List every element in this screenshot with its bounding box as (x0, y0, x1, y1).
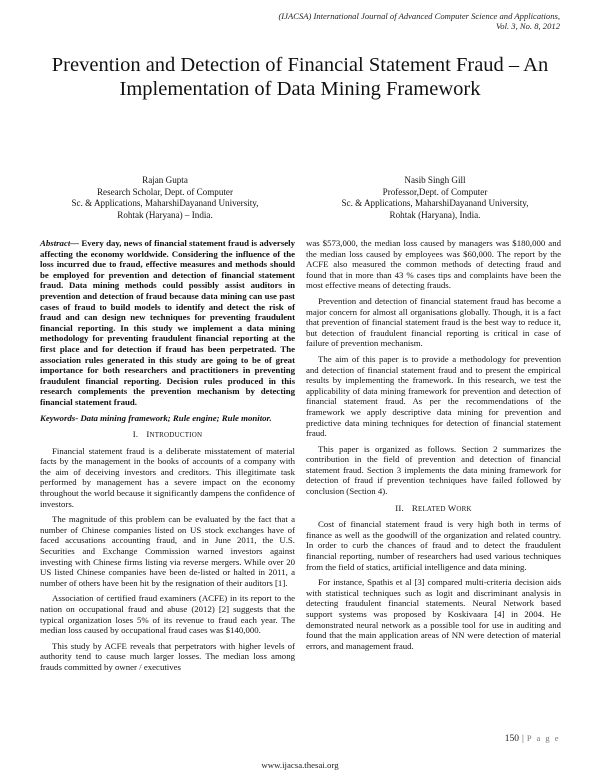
page-number (505, 733, 560, 744)
author-2 (310, 175, 560, 221)
paragraph: This study by ACFE reveals that perpetrators with higher levels of authority tend to cause much larger losses. The median loss among frauds committed by owner / executives (40, 640, 295, 672)
author-1 (40, 175, 290, 221)
section-heading-related-work: II. RELATED WORK (395, 502, 472, 513)
section-heading-introduction: I. INTRODUCTION (132, 429, 203, 440)
journal-header (160, 11, 560, 31)
author-affiliation-line: Sc. & Applications, MaharshiDayanand University, (341, 198, 529, 209)
keywords: Keywords- Data mining framework; Rule engine; Rule monitor. (40, 412, 272, 423)
author-name: Nasib Singh Gill (404, 175, 466, 185)
abstract (40, 238, 295, 408)
paragraph: Financial statement fraud is a deliberate misstatement of material facts by the management in the books of accounts of a company with the aim of deceiving investors and creditors. This illegitimate task performed by management has a severe impact on the economy throughout the world because it significantly dampens the confidence of investors. (40, 445, 295, 509)
author-affiliation-line: Research Scholar, Dept. of Computer (96, 187, 233, 198)
paragraph: Association of certified fraud examiners (ACFE) in its report to the nation on occupational fraud and abuse (2012) [2] suggests that the typical organization loses 5% of its revenue to fraud each year. The median loss caused by occupational fraud cases was $140,000. (40, 593, 295, 636)
journal-name: (IJACSA) International Journal of Advanced Computer Science and Applications, (278, 11, 560, 21)
paragraph: Cost of financial statement fraud is very high both in terms of finance as well as the goodwill of the organization and related country. In order to curb the chances of fraud and to detect the fraudulent financial reporting, number of researchers had used various techniques from the field of statics, artificial intelligence and data mining. (306, 519, 561, 572)
author-name: Rajan Gupta (142, 175, 188, 185)
paper-title: Prevention and Detection of Financial Statement Fraud – An Implementation of Data Mining Framework (51, 54, 549, 100)
paragraph: The magnitude of this problem can be evaluated by the fact that a number of Chinese companies listed on US stock exchanges have of faced accusations accounting fraud, and in June 2011, the U.S. Securities and Exchange Commission warned investors against investing with Chinese firms listing via reverse mergers. While over 20 US listed Chinese companies have been de-listed or halted in 2011, a number of others have been hit by the resignation of their auditors [1]. (40, 514, 295, 588)
author-affiliation-line: Rohtak (Haryana), India. (389, 209, 481, 220)
journal-url: www.ijacsa.thesai.org (261, 760, 339, 770)
paragraph: was $573,000, the median loss caused by managers was $180,000 and the median loss caused by employees was $60,000. The report by the ACFE also measured the common methods of detecting fraud and found that in more than 43 % cases tips and complaints have been the most effective means of detecting frauds. (306, 238, 561, 291)
paragraph: For instance, Spathis et al [3] compared multi-criteria decision aids with statistical techniques such as logit and discriminant analysis in detecting fraudulent financial statements. Neural Network based support systems was proposed by Koskivaara [4] in 2004. He demonstrated neural network as a possible tool for use in auditing and found that the main application areas of NN were detection of material errors, and management fraud. (306, 577, 561, 651)
paragraph: This paper is organized as follows. Section 2 summarizes the contribution in the field of prevention and detection of financial statement fraud. Section 3 implements the data mining framework for detection of fraud if prevention techniques have failed followed by conclusion (Section 4). (306, 443, 561, 497)
paragraph: The aim of this paper is to provide a methodology for prevention and detection of financial statement fraud and to present the empirical results by implementing the framework. In this research, we test the applicability of data mining framework for prevention and detection of financial statement fraud. As per the recommendations of the framework we apply descriptive data mining for prevention and predictive data mining techniques for detection of financial statement fraud. (306, 353, 561, 439)
author-affiliation-line: Professor,Dept. of Computer (382, 187, 488, 198)
abstract-label: Abstract— (40, 238, 80, 248)
author-block (40, 175, 560, 225)
abstract-text: Every day, news of financial statement fraud is adversely affecting the economy worldwide. Considering the influence of the loss incurred due to fraud, effective measures and methods should be employed for prevention and detection of financial statement fraud. Data mining methods could possibly assist auditors in prevention and detection of fraud because data mining can use past cases of fraud to build models to identify and detect the risk of fraud and can design new techniques for preventing fraudulent financial reporting. In this study we implement a data mining methodology for preventing fraudulent financial reporting at the first place and for detection if fraud has been perpetrated. The association rules generated in this study are going to be of great importance for both researchers and practitioners in preventing fraudulent financial reporting. Decision rules produced in this research complements the prevention mechanism by detecting financial statement fraud. (40, 238, 295, 407)
page-number-value: 150 (504, 734, 519, 744)
page-separator: | (522, 734, 524, 744)
journal-volume: Vol. 3, No. 8, 2012 (496, 21, 560, 31)
left-column (40, 238, 295, 678)
right-column (306, 238, 561, 656)
paragraph: Prevention and detection of financial statement fraud has become a major concern for almost all organisations globally. Though, it is a fact that prevention of financial statement fraud is the best way to reduce it, but detection of fraudulent financial reporting is critical in case of failure of prevention mechanism. (306, 295, 561, 349)
author-affiliation-line: Sc. & Applications, MaharshiDayanand University, (71, 198, 259, 209)
page-label: P a g e (526, 733, 560, 743)
author-affiliation-line: Rohtak (Haryana) – India. (117, 209, 213, 220)
